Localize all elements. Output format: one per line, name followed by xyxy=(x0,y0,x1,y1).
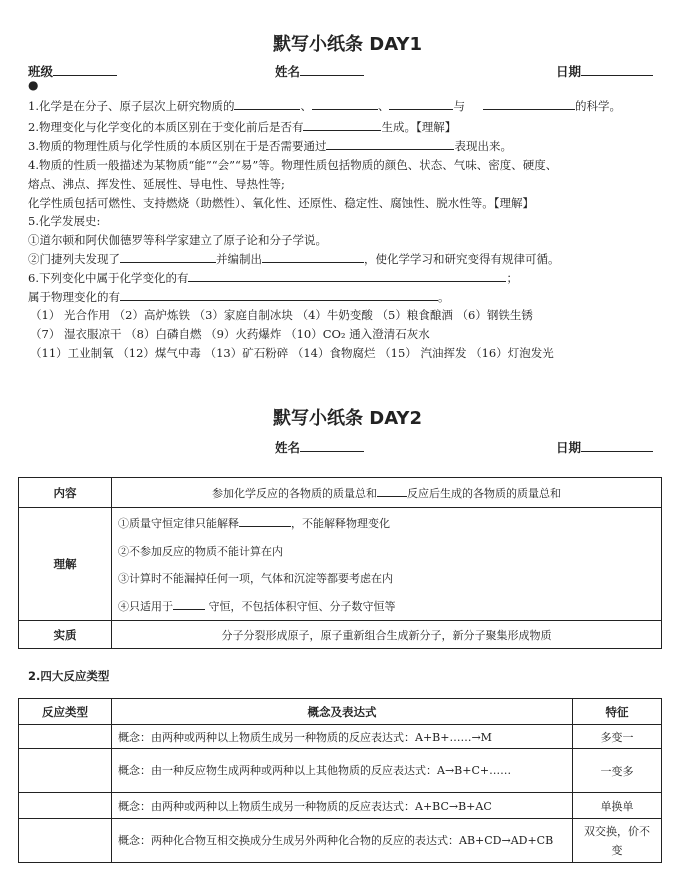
header-type: 反应类型 xyxy=(19,699,112,725)
day1-title: 默写小纸条 DAY1 xyxy=(273,34,422,55)
q1-blank-4[interactable] xyxy=(483,99,575,110)
reaction-type-cell[interactable] xyxy=(19,725,112,749)
reaction-concept-cell: 概念：由一种反应物生成两种或两种以上其他物质的反应表达式：A→B+C+…… xyxy=(112,749,573,793)
reaction-feature-cell: 一变多 xyxy=(573,749,662,793)
q6-line-1: 6.下列变化中属于化学变化的有 ； xyxy=(28,271,518,285)
day2-name-label: 姓名 xyxy=(275,440,301,455)
reaction-feature-cell: 多变一 xyxy=(573,725,662,749)
row-essence-text: 分子分裂形成原子，原子重新组合生成新分子，新分子聚集形成物质 xyxy=(112,621,662,649)
day2-date-field xyxy=(556,438,653,456)
reaction-row xyxy=(19,819,662,863)
row-understand-label: 理解 xyxy=(19,508,112,621)
date-blank[interactable] xyxy=(581,63,653,76)
name-label: 姓名 xyxy=(275,64,301,79)
row-understand-items xyxy=(112,508,662,621)
q6-line-2: 属于物理变化的有 。 xyxy=(28,290,450,304)
reaction-type-cell[interactable] xyxy=(19,819,112,863)
items-row-1: （1） 光合作用 （2）高炉炼铁 （3）家庭自制冰块 （4）牛奶变酸 （5）粮食酿酒 （6）钢铁生锈 xyxy=(30,308,533,322)
understand-item-2: ②不参加反应的物质不能计算在内 xyxy=(118,544,283,558)
reaction-header-row xyxy=(19,699,662,725)
name-field xyxy=(275,62,364,80)
row-content xyxy=(19,478,662,508)
class-field xyxy=(28,62,117,80)
day2-date-blank[interactable] xyxy=(581,439,653,452)
q5-title: 5.化学发展史: xyxy=(28,214,101,228)
q4-line-1: 4.物质的性质一般描述为某物质“能”“会”“易”等。物理性质包括物质的颜色、状态、气味、密度、硬度、 xyxy=(28,158,558,172)
reaction-feature-cell: 单换单 xyxy=(573,793,662,819)
understand-blank-4[interactable] xyxy=(173,599,205,610)
q2-blank[interactable] xyxy=(303,120,381,131)
understand-item-4: ④只适用于 守恒，不包括体积守恒、分子数守恒等 xyxy=(118,599,396,613)
row-content-text: 参加化学反应的各物质的质量总和 反应后生成的各物质的质量总和 xyxy=(112,478,662,508)
q5-line-1: ①道尔顿和阿伏伽德罗等科学家建立了原子论和分子学说。 xyxy=(28,233,327,247)
items-row-3: （11）工业制氧 （12）煤气中毒 （13）矿石粉碎 （14）食物腐烂 （15） 汽油挥发 （16）灯泡发光 xyxy=(30,346,554,360)
conservation-table xyxy=(18,477,662,649)
class-blank[interactable] xyxy=(53,63,117,76)
date-field xyxy=(556,62,653,80)
reaction-concept-cell: 概念：由两种或两种以上物质生成另一种物质的反应表达式：A+B+……→M xyxy=(112,725,573,749)
q1-blank-1[interactable] xyxy=(234,99,300,110)
reaction-concept-cell: 概念：由两种或两种以上物质生成另一种物质的反应表达式：A+BC→B+AC xyxy=(112,793,573,819)
reaction-concept-cell: 概念：两种化合物互相交换成分生成另外两种化合物的反应的表达式：AB+CD→AD+CB xyxy=(112,819,573,863)
row-essence-label: 实质 xyxy=(19,621,112,649)
reaction-row xyxy=(19,725,662,749)
reaction-feature-cell: 双交换，价不变 xyxy=(573,819,662,863)
row-content-label: 内容 xyxy=(19,478,112,508)
understand-item-3: ③计算时不能漏掉任何一项，气体和沉淀等都要考虑在内 xyxy=(118,572,393,585)
day2-name-field xyxy=(275,438,364,456)
q4-line-3: 化学性质包括可燃性、支持燃烧（助燃性）、氧化性、还原性、稳定性、腐蚀性、脱水性等。【理解】 xyxy=(28,196,534,210)
row-essence xyxy=(19,621,662,649)
q1-line: 1.化学是在分子、原子层次上研究物质的 、 、 与 的科学。 xyxy=(28,99,621,113)
q1-blank-3[interactable] xyxy=(389,99,453,110)
day2-name-blank[interactable] xyxy=(300,439,364,452)
class-label: 班级 xyxy=(28,64,54,79)
q5-blank-2[interactable] xyxy=(262,252,364,263)
understand-blank-1[interactable] xyxy=(239,516,291,527)
q2-line: 2.物理变化与化学变化的本质区别在于变化前后是否有 生成。【理解】 xyxy=(28,120,457,134)
q6-blank-chemical[interactable] xyxy=(188,271,506,282)
q4-line-2: 熔点、沸点、挥发性、延展性、导电性、导热性等; xyxy=(28,177,285,191)
content-blank[interactable] xyxy=(377,486,407,497)
q3-blank[interactable] xyxy=(326,139,454,150)
day2-date-label: 日期 xyxy=(556,440,582,455)
q6-blank-physical[interactable] xyxy=(120,290,438,301)
header-feature: 特征 xyxy=(573,699,662,725)
items-row-2: （7） 湿衣服凉干 （8）白磷自燃 （9）火药爆炸 （10）CO₂ 通入澄清石灰水 xyxy=(30,327,430,341)
reaction-row xyxy=(19,793,662,819)
reaction-row xyxy=(19,749,662,793)
bullet-icon: ● xyxy=(28,78,39,92)
q5-blank-1[interactable] xyxy=(120,252,216,263)
name-blank[interactable] xyxy=(300,63,364,76)
understand-item-1: ①质量守恒定律只能解释 ，不能解释物理变化 xyxy=(118,517,390,530)
q1-blank-2[interactable] xyxy=(312,99,378,110)
reaction-type-cell[interactable] xyxy=(19,793,112,819)
section2-title: 2.四大反应类型 xyxy=(28,669,110,683)
reaction-type-cell[interactable] xyxy=(19,749,112,793)
reaction-types-table xyxy=(18,698,662,863)
date-label: 日期 xyxy=(556,64,582,79)
header-concept: 概念及表达式 xyxy=(112,699,573,725)
day2-title: 默写小纸条 DAY2 xyxy=(273,408,422,429)
q3-line: 3.物质的物理性质与化学性质的本质区别在于是否需要通过 表现出来。 xyxy=(28,139,512,153)
row-understand xyxy=(19,508,662,621)
q5-line-2: ②门捷列夫发现了 并编制出 ，使化学学习和研究变得有规律可循。 xyxy=(28,252,560,266)
